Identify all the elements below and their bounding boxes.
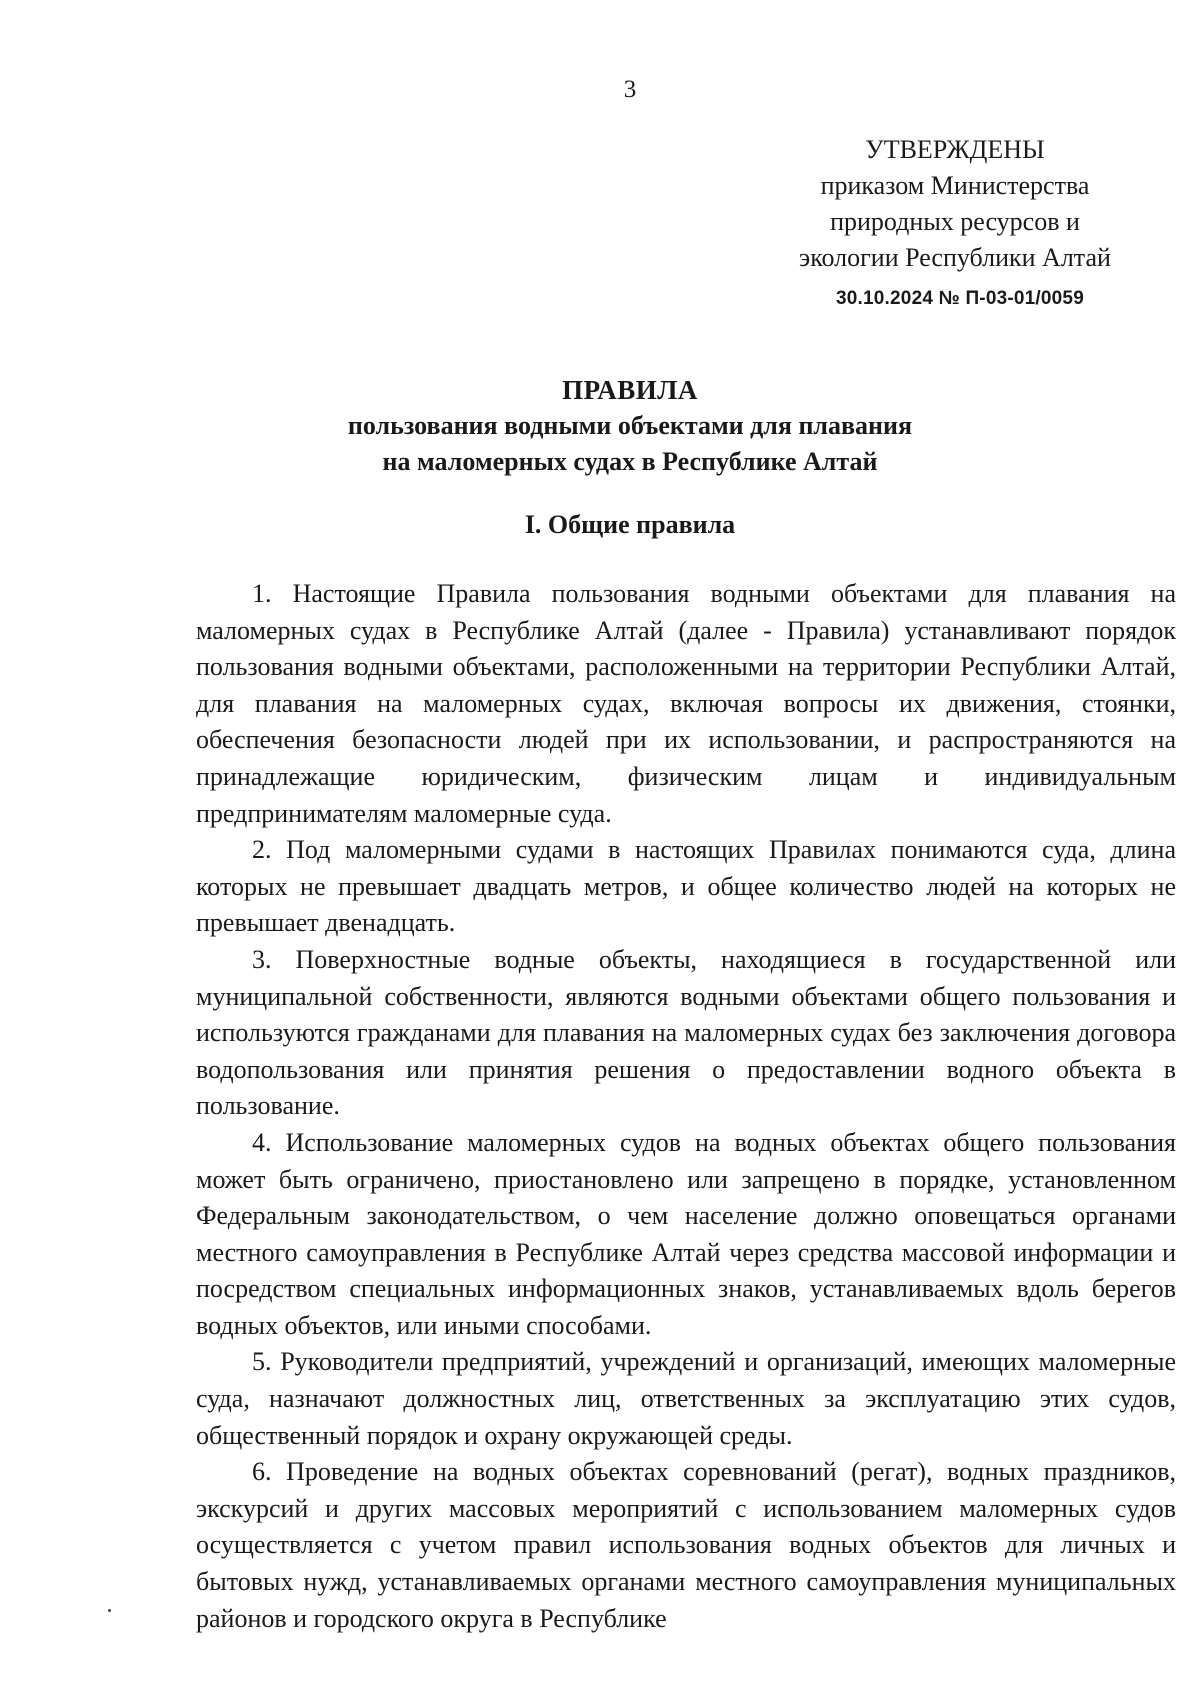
title-main: ПРАВИЛА: [562, 375, 698, 405]
approval-date-number: 30.10.2024 № П-03-01/0059: [836, 288, 1084, 309]
approval-line: приказом Министерства: [820, 171, 1090, 200]
paragraph: 3. Поверхностные водные объекты, находящиеся в государственной или муниципальной собственности, являются водными объектами общего пользования и используются гражданами для плавания на маломерных судах без заключения договора водопользования или принятия решения о предоставлении водного объекта в пользование.: [196, 944, 1176, 1121]
paragraph: 1. Настоящие Правила пользования водными объектами для плавания на маломерных судах в Республике Алтай (далее - Правила) устанавливают порядок пользования водными объектами, расположенными на территории Республики Алтай, для плавания на маломерных судах, включая вопросы их движения, стоянки, обеспечения безопасности людей при их использовании, и распространяются на принадлежащие юридическим, физическим лицам и индивидуальным предпринимателям маломерные суда.: [196, 579, 1176, 828]
title-subtitle-line: пользования водными объектами для плавания: [347, 411, 913, 440]
scan-speck: [108, 1609, 111, 1612]
title-subtitle-line: на маломерных судах в Республике Алтай: [382, 447, 878, 476]
paragraph: 6. Проведение на водных объектах соревнований (регат), водных праздников, экскурсий и других массовых мероприятий с использованием маломерных судов осуществляется с учетом правил использования водных объектов для личных и бытовых нужд, устанавливаемых органами местного самоуправления муниципальных районов и городского округа в Республике: [196, 1457, 1176, 1633]
document-title: [180, 372, 1080, 480]
section-title: I. Общие правила: [524, 510, 736, 539]
approval-heading: УТВЕРЖДЕНЫ: [865, 135, 1045, 164]
body-text: [196, 576, 1176, 1637]
page-number: 3: [623, 76, 637, 103]
paragraph: 2. Под маломерными судами в настоящих Правилах понимаются суда, длина которых не превышает двадцать метров, и общее количество людей на которых не превышает двенадцать.: [196, 835, 1176, 938]
approval-block: [760, 132, 1150, 276]
paragraph: 5. Руководители предприятий, учреждений и организаций, имеющих маломерные суда, назначают должностных лиц, ответственных за эксплуатацию этих судов, общественный порядок и охрану окружающей среды.: [196, 1347, 1176, 1450]
paragraph: 4. Использование маломерных судов на водных объектах общего пользования может быть ограничено, приостановлено или запрещено в порядке, установленном Федеральным законодательством, о чем население должно оповещаться органами местного самоуправления в Республике Алтай через средства массовой информации и посредством специальных информационных знаков, устанавливаемых вдоль берегов водных объектов, или иными способами.: [196, 1127, 1176, 1340]
approval-line: природных ресурсов и: [830, 207, 1080, 236]
approval-line: экологии Республики Алтай: [799, 243, 1111, 272]
